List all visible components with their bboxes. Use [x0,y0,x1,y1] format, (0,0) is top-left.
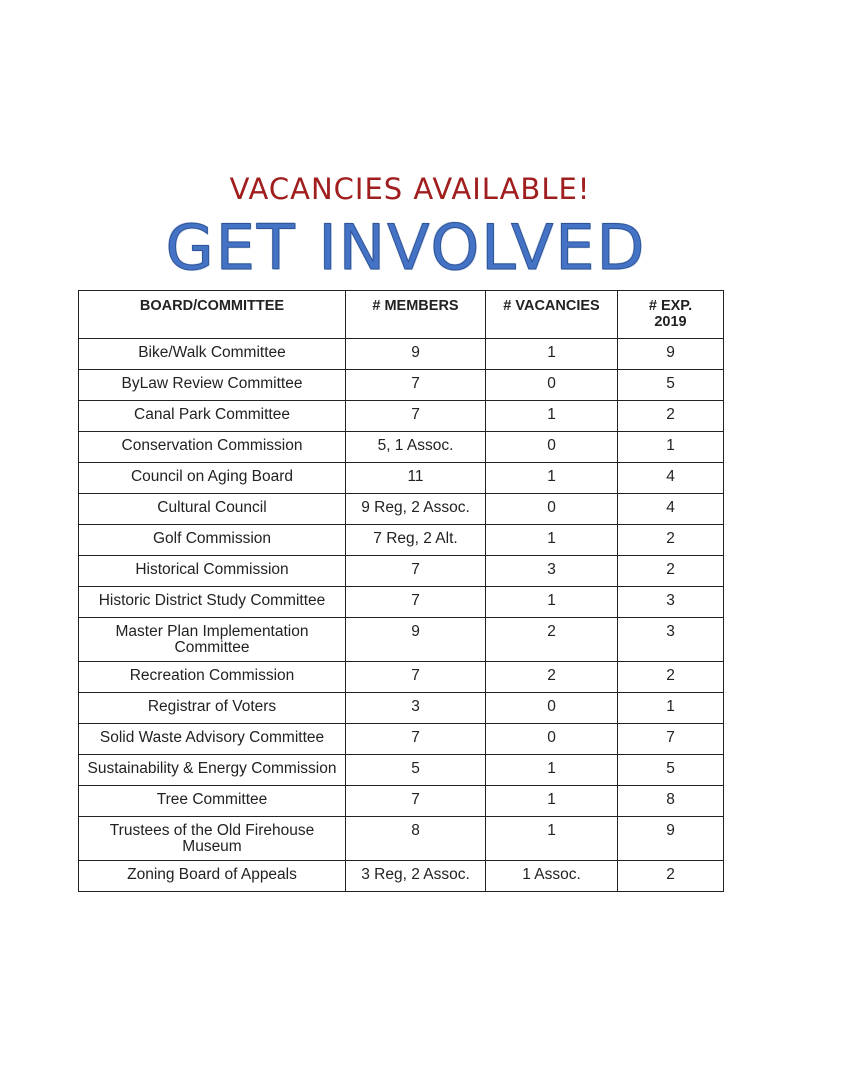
cell-expiring: 5 [618,755,724,786]
cell-members: 7 [346,370,486,401]
table-row [79,339,724,370]
table-row [79,370,724,401]
cell-members: 7 [346,786,486,817]
cell-expiring: 3 [618,587,724,618]
column-header-vacancies: # VACANCIES [486,291,618,339]
cell-vacancies: 1 Assoc. [486,861,618,892]
cell-expiring: 2 [618,861,724,892]
cell-vacancies: 0 [486,494,618,525]
cell-members: 5, 1 Assoc. [346,432,486,463]
table-row [79,556,724,587]
cell-members: 7 [346,662,486,693]
table-row [79,861,724,892]
vacancies-subtitle: VACANCIES AVAILABLE! [229,172,591,206]
cell-members: 3 Reg, 2 Assoc. [346,861,486,892]
table-row [79,755,724,786]
cell-board-name: Historic District Study Committee [79,587,346,618]
cell-board-name: ByLaw Review Committee [79,370,346,401]
cell-vacancies: 1 [486,339,618,370]
vacancies-table [78,290,724,892]
cell-members: 7 [346,556,486,587]
cell-members: 7 Reg, 2 Alt. [346,525,486,556]
cell-vacancies: 1 [486,525,618,556]
cell-members: 9 [346,618,486,662]
cell-members: 5 [346,755,486,786]
table-row [79,587,724,618]
table-row [79,432,724,463]
table-row [79,401,724,432]
cell-expiring: 9 [618,817,724,861]
cell-members: 11 [346,463,486,494]
cell-vacancies: 1 [486,463,618,494]
cell-expiring: 4 [618,494,724,525]
cell-expiring: 4 [618,463,724,494]
cell-board-name: Trustees of the Old Firehouse Museum [79,817,346,861]
cell-expiring: 2 [618,556,724,587]
table-row [79,463,724,494]
cell-members: 7 [346,724,486,755]
table-body [79,339,724,892]
cell-board-name: Historical Commission [79,556,346,587]
cell-vacancies: 1 [486,587,618,618]
cell-vacancies: 0 [486,370,618,401]
cell-vacancies: 1 [486,817,618,861]
cell-members: 7 [346,401,486,432]
table-row [79,618,724,662]
cell-members: 9 Reg, 2 Assoc. [346,494,486,525]
cell-expiring: 3 [618,618,724,662]
cell-vacancies: 0 [486,693,618,724]
cell-expiring: 1 [618,693,724,724]
column-header-board: BOARD/COMMITTEE [79,291,346,339]
cell-vacancies: 2 [486,618,618,662]
cell-board-name: Zoning Board of Appeals [79,861,346,892]
cell-members: 7 [346,587,486,618]
cell-vacancies: 2 [486,662,618,693]
cell-members: 8 [346,817,486,861]
table-header [79,291,724,339]
table-row [79,817,724,861]
cell-members: 9 [346,339,486,370]
cell-board-name: Canal Park Committee [79,401,346,432]
cell-board-name: Sustainability & Energy Commission [79,755,346,786]
cell-expiring: 7 [618,724,724,755]
cell-board-name: Master Plan Implementation Committee [79,618,346,662]
get-involved-title: GET INVOLVED [165,211,647,284]
cell-expiring: 5 [618,370,724,401]
table-row [79,494,724,525]
column-header-expiring: # EXP. 2019 [618,291,724,339]
table-row [79,693,724,724]
column-header-members: # MEMBERS [346,291,486,339]
cell-board-name: Solid Waste Advisory Committee [79,724,346,755]
cell-board-name: Golf Commission [79,525,346,556]
cell-expiring: 1 [618,432,724,463]
cell-expiring: 9 [618,339,724,370]
table-row [79,525,724,556]
table-row [79,662,724,693]
cell-board-name: Tree Committee [79,786,346,817]
cell-expiring: 2 [618,401,724,432]
cell-board-name: Cultural Council [79,494,346,525]
cell-board-name: Bike/Walk Committee [79,339,346,370]
table-row [79,786,724,817]
cell-board-name: Council on Aging Board [79,463,346,494]
cell-board-name: Registrar of Voters [79,693,346,724]
cell-expiring: 2 [618,525,724,556]
header-row [79,291,724,339]
table-row [79,724,724,755]
cell-vacancies: 0 [486,432,618,463]
cell-vacancies: 0 [486,724,618,755]
cell-vacancies: 1 [486,786,618,817]
cell-board-name: Conservation Commission [79,432,346,463]
cell-board-name: Recreation Commission [79,662,346,693]
cell-vacancies: 3 [486,556,618,587]
cell-members: 3 [346,693,486,724]
cell-expiring: 8 [618,786,724,817]
cell-vacancies: 1 [486,401,618,432]
cell-vacancies: 1 [486,755,618,786]
cell-expiring: 2 [618,662,724,693]
